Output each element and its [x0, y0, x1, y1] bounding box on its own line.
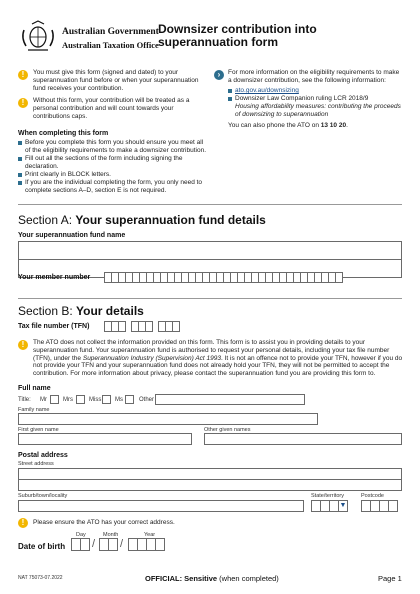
title-mrs-checkbox[interactable] — [76, 395, 85, 404]
title-label: Title: — [18, 397, 31, 403]
postcode-label: Postcode — [361, 493, 384, 499]
fund-name-field-1[interactable] — [18, 241, 402, 260]
more-info-text: For more information on the eligibility requirements to make a downsizer contribution, see the following information: — [228, 69, 400, 84]
section-b-heading — [18, 304, 144, 318]
address-note: Please ensure the ATO has your correct address. — [33, 519, 175, 526]
notice-must-give: You must give this form (signed and dated) to your superannuation fund before or when your superannuation fund receives your contribution. — [33, 69, 199, 92]
family-name-field[interactable] — [18, 413, 318, 425]
coat-of-arms-logo — [18, 20, 58, 54]
list-item: Before you complete this form you should ensure you meet all of the eligibility requirements to make a downsizer contribution. — [18, 139, 208, 155]
form-title: Downsizer contribution into superannuation form — [158, 22, 317, 49]
street-address-label: Street address — [18, 461, 54, 467]
title-miss-checkbox[interactable] — [102, 395, 111, 404]
suburb-label: Suburb/town/locality — [18, 493, 68, 499]
list-item — [228, 87, 404, 95]
list-item — [228, 95, 404, 119]
dob-month-field[interactable] — [99, 538, 117, 551]
classification — [145, 574, 279, 583]
state-field[interactable] — [311, 500, 348, 512]
form-code: NAT 75073-07.2022 — [18, 575, 63, 581]
member-number-label: Your member number — [18, 274, 91, 281]
dob-month-label: Month — [103, 532, 119, 538]
section-a-prefix: Section A: — [18, 213, 76, 227]
first-given-name-field[interactable] — [18, 433, 192, 445]
list-item: If you are the individual completing the form, you only need to complete sections A–D, section E is not required. — [18, 179, 208, 195]
phone-suffix: . — [346, 122, 348, 129]
title-ms-label: Ms — [115, 397, 123, 403]
postal-address-heading: Postal address — [18, 452, 68, 459]
warning-icon: ! — [18, 70, 28, 80]
phone-prefix: You can also phone the ATO on — [228, 122, 321, 129]
divider — [18, 298, 402, 299]
family-name-label: Family name — [18, 407, 50, 413]
privacy-notice — [33, 339, 403, 378]
member-number-field[interactable] — [104, 272, 342, 283]
notice-without-form: Without this form, your contribution will be treated as a personal contribution and will count towards your contributions caps. — [33, 97, 190, 120]
first-given-name-label: First given name — [18, 427, 59, 433]
privacy-act-title: Superannuation Industry (Supervision) Act 1993 — [82, 354, 222, 362]
completing-list — [18, 139, 208, 195]
suburb-field[interactable] — [18, 500, 304, 512]
ato-downsizing-link[interactable]: ato.gov.au/downsizing — [235, 87, 299, 94]
section-a-title: Your superannuation fund details — [75, 213, 266, 227]
date-separator: / — [92, 538, 96, 550]
dob-day-label: Day — [76, 532, 86, 538]
title-mrs-label: Mrs — [63, 397, 73, 403]
title-mr-checkbox[interactable] — [50, 395, 59, 404]
date-separator: / — [120, 538, 124, 550]
phone-number: 13 10 20 — [320, 122, 347, 129]
tfn-label: Tax file number (TFN) — [18, 323, 90, 330]
phone-text — [228, 122, 348, 130]
other-given-names-label: Other given names — [204, 427, 251, 433]
postcode-field[interactable] — [361, 500, 397, 512]
dob-label: Date of birth — [18, 542, 66, 551]
other-given-names-field[interactable] — [204, 433, 402, 445]
title-other-field[interactable] — [155, 394, 305, 405]
section-a-heading — [18, 213, 266, 227]
completing-heading: When completing this form — [18, 130, 109, 137]
title-other-label: Other — [139, 397, 155, 403]
privacy-text-a: The ATO does not collect the information provided on this form. This form is to assist you in providing details to your superannuation fund. Your superannuation fund is authorised to request your personal details, including your tax file number (TFN), under the — [33, 339, 390, 362]
chevron-down-icon[interactable]: ▼ — [338, 500, 348, 512]
ruling-text: Downsizer Law Companion ruling LCR 2018/9 — [235, 95, 369, 102]
warning-icon: ! — [18, 98, 28, 108]
list-item: Print clearly in BLOCK letters. — [18, 171, 208, 179]
street-address-field-2[interactable] — [18, 479, 402, 491]
full-name-heading: Full name — [18, 385, 51, 392]
title-mr-label: Mr — [40, 397, 47, 403]
warning-icon: ! — [18, 340, 28, 350]
classification-bold: OFFICIAL: Sensitive — [145, 574, 218, 583]
list-item: Fill out all the sections of the form including signing the declaration. — [18, 155, 208, 171]
section-b-prefix: Section B: — [18, 304, 77, 318]
fund-name-label: Your superannuation fund name — [18, 232, 126, 239]
state-label: State/territory — [311, 493, 345, 499]
title-miss-label: Miss — [89, 397, 102, 403]
title-ms-checkbox[interactable] — [125, 395, 134, 404]
dob-day-field[interactable] — [71, 538, 89, 551]
divider — [18, 204, 402, 205]
warning-icon: ! — [18, 518, 28, 528]
ruling-subtitle: Housing affordability measures: contributing the proceeds of downsizing to superannuation — [235, 103, 401, 118]
section-b-title: Your details — [76, 304, 144, 318]
page-number: Page 1 — [378, 574, 402, 583]
privacy-text-b: . It is not an offence not to provide your TFN, however if you do not provide your TFN and your superannuation fund does not already hold your TFN, they will not be permitted to accept the contribution. For more information about privacy, please contact the superannuation fund you are providing this form to. — [33, 354, 403, 378]
dob-year-field[interactable] — [128, 538, 164, 551]
chevron-right-icon: › — [214, 70, 224, 80]
tfn-field[interactable] — [104, 321, 179, 332]
dob-year-label: Year — [144, 532, 156, 538]
more-info-list — [228, 87, 404, 119]
agency-name: Australian Taxation Office — [62, 40, 159, 50]
classification-rest: (when completed) — [217, 574, 279, 583]
government-name: Australian Government — [62, 27, 159, 37]
